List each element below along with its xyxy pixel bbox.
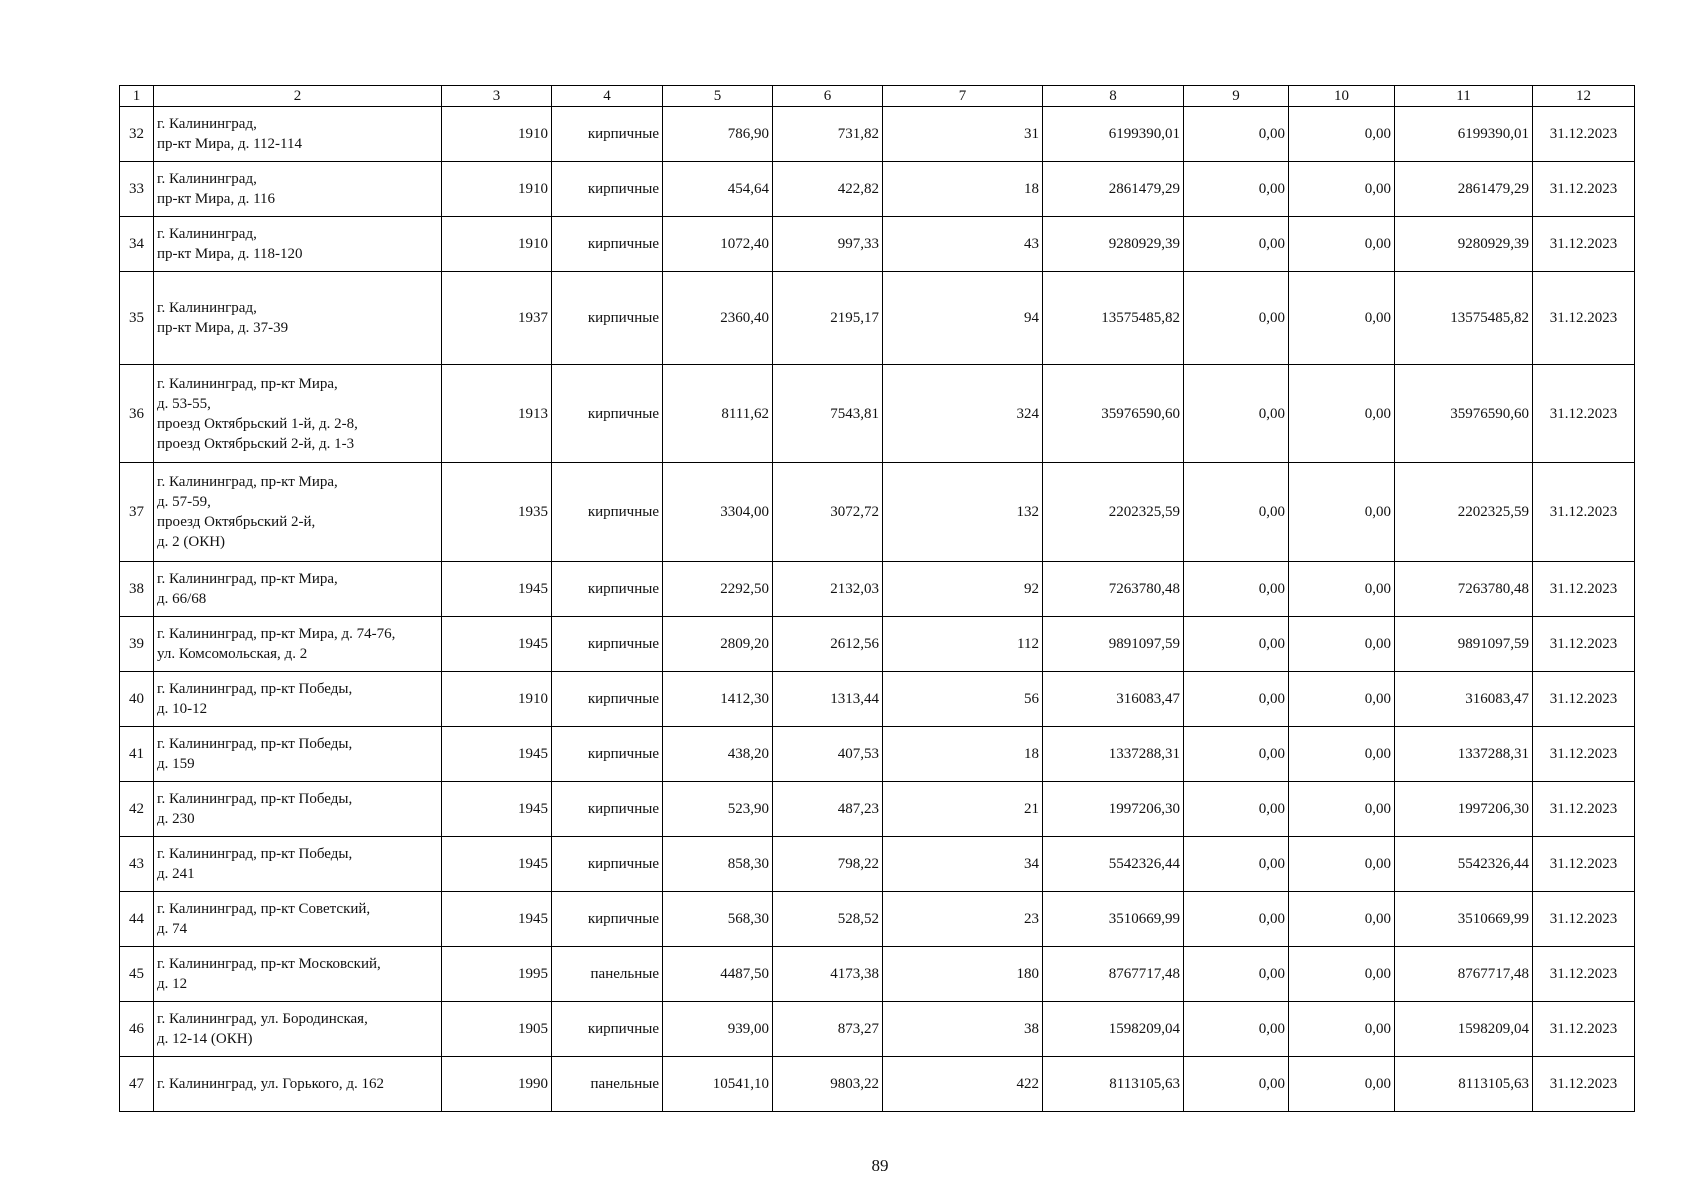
column-9-cell: 0,00: [1184, 947, 1289, 1002]
table-row: [120, 217, 1635, 272]
living-area-cell: 873,27: [773, 1002, 883, 1057]
address-cell: г. Калининград, пр-кт Победы, д. 159: [154, 727, 442, 782]
column-11-cell: 35976590,60: [1395, 365, 1533, 463]
column-10-cell: 0,00: [1289, 463, 1395, 562]
total-area-cell: 3304,00: [663, 463, 773, 562]
row-number-cell: 33: [120, 162, 154, 217]
living-area-cell: 2195,17: [773, 272, 883, 365]
column-11-cell: 1598209,04: [1395, 1002, 1533, 1057]
completion-date-cell: 31.12.2023: [1533, 672, 1635, 727]
total-area-cell: 2360,40: [663, 272, 773, 365]
residents-cell: 18: [883, 727, 1043, 782]
total-cost-cell: 8767717,48: [1043, 947, 1184, 1002]
column-11-cell: 3510669,99: [1395, 892, 1533, 947]
column-10-cell: 0,00: [1289, 1002, 1395, 1057]
row-number-cell: 32: [120, 107, 154, 162]
residents-cell: 18: [883, 162, 1043, 217]
completion-date-cell: 31.12.2023: [1533, 617, 1635, 672]
total-cost-cell: 8113105,63: [1043, 1057, 1184, 1112]
wall-material-cell: кирпичные: [552, 562, 663, 617]
column-11-cell: 8113105,63: [1395, 1057, 1533, 1112]
row-number-cell: 37: [120, 463, 154, 562]
column-10-cell: 0,00: [1289, 217, 1395, 272]
table-row: [120, 1057, 1635, 1112]
column-11-cell: 6199390,01: [1395, 107, 1533, 162]
year-built-cell: 1910: [442, 162, 552, 217]
year-built-cell: 1945: [442, 727, 552, 782]
total-area-cell: 2809,20: [663, 617, 773, 672]
table-row: [120, 365, 1635, 463]
column-header: 12: [1533, 86, 1635, 107]
column-10-cell: 0,00: [1289, 562, 1395, 617]
total-cost-cell: 7263780,48: [1043, 562, 1184, 617]
column-9-cell: 0,00: [1184, 837, 1289, 892]
total-cost-cell: 9280929,39: [1043, 217, 1184, 272]
living-area-cell: 2132,03: [773, 562, 883, 617]
row-number-cell: 36: [120, 365, 154, 463]
column-9-cell: 0,00: [1184, 1057, 1289, 1112]
table-row: [120, 1002, 1635, 1057]
table-row: [120, 837, 1635, 892]
table-row: [120, 672, 1635, 727]
address-cell: г. Калининград, пр-кт Мира, д. 112-114: [154, 107, 442, 162]
residents-cell: 31: [883, 107, 1043, 162]
completion-date-cell: 31.12.2023: [1533, 727, 1635, 782]
row-number-cell: 34: [120, 217, 154, 272]
column-10-cell: 0,00: [1289, 107, 1395, 162]
living-area-cell: 1313,44: [773, 672, 883, 727]
column-header: 10: [1289, 86, 1395, 107]
column-11-cell: 2861479,29: [1395, 162, 1533, 217]
address-cell: г. Калининград, пр-кт Мира, д. 118-120: [154, 217, 442, 272]
year-built-cell: 1945: [442, 617, 552, 672]
living-area-cell: 4173,38: [773, 947, 883, 1002]
total-cost-cell: 1337288,31: [1043, 727, 1184, 782]
row-number-cell: 46: [120, 1002, 154, 1057]
row-number-cell: 38: [120, 562, 154, 617]
column-header: 4: [552, 86, 663, 107]
total-area-cell: 438,20: [663, 727, 773, 782]
table-row: [120, 782, 1635, 837]
completion-date-cell: 31.12.2023: [1533, 272, 1635, 365]
row-number-cell: 35: [120, 272, 154, 365]
residents-cell: 132: [883, 463, 1043, 562]
residents-cell: 324: [883, 365, 1043, 463]
table-row: [120, 107, 1635, 162]
row-number-cell: 43: [120, 837, 154, 892]
column-9-cell: 0,00: [1184, 107, 1289, 162]
residents-cell: 94: [883, 272, 1043, 365]
completion-date-cell: 31.12.2023: [1533, 837, 1635, 892]
column-11-cell: 7263780,48: [1395, 562, 1533, 617]
address-cell: г. Калининград, пр-кт Мира, д. 37-39: [154, 272, 442, 365]
completion-date-cell: 31.12.2023: [1533, 1057, 1635, 1112]
total-area-cell: 1072,40: [663, 217, 773, 272]
residents-cell: 92: [883, 562, 1043, 617]
page-number: 89: [871, 1156, 889, 1175]
address-cell: г. Калининград, пр-кт Победы, д. 10-12: [154, 672, 442, 727]
address-cell: г. Калининград, пр-кт Мира, д. 53-55, проезд Октябрьский 1-й, д. 2-8, проезд Октябрьский 2-й, д. 1-3: [154, 365, 442, 463]
row-number-cell: 39: [120, 617, 154, 672]
row-number-cell: 47: [120, 1057, 154, 1112]
year-built-cell: 1910: [442, 217, 552, 272]
address-cell: г. Калининград, пр-кт Московский, д. 12: [154, 947, 442, 1002]
living-area-cell: 422,82: [773, 162, 883, 217]
column-10-cell: 0,00: [1289, 1057, 1395, 1112]
column-11-cell: 9891097,59: [1395, 617, 1533, 672]
year-built-cell: 1945: [442, 782, 552, 837]
column-11-cell: 8767717,48: [1395, 947, 1533, 1002]
column-9-cell: 0,00: [1184, 672, 1289, 727]
living-area-cell: 487,23: [773, 782, 883, 837]
total-cost-cell: 35976590,60: [1043, 365, 1184, 463]
address-cell: г. Калининград, пр-кт Мира, д. 57-59, проезд Октябрьский 2-й, д. 2 (ОКН): [154, 463, 442, 562]
completion-date-cell: 31.12.2023: [1533, 1002, 1635, 1057]
column-11-cell: 5542326,44: [1395, 837, 1533, 892]
wall-material-cell: кирпичные: [552, 107, 663, 162]
wall-material-cell: панельные: [552, 947, 663, 1002]
wall-material-cell: кирпичные: [552, 837, 663, 892]
column-9-cell: 0,00: [1184, 217, 1289, 272]
column-header: 2: [154, 86, 442, 107]
year-built-cell: 1913: [442, 365, 552, 463]
total-cost-cell: 1997206,30: [1043, 782, 1184, 837]
total-cost-cell: 2861479,29: [1043, 162, 1184, 217]
wall-material-cell: кирпичные: [552, 162, 663, 217]
row-number-cell: 44: [120, 892, 154, 947]
row-number-cell: 41: [120, 727, 154, 782]
residents-cell: 34: [883, 837, 1043, 892]
living-area-cell: 3072,72: [773, 463, 883, 562]
year-built-cell: 1995: [442, 947, 552, 1002]
total-area-cell: 939,00: [663, 1002, 773, 1057]
living-area-cell: 7543,81: [773, 365, 883, 463]
wall-material-cell: кирпичные: [552, 272, 663, 365]
column-11-cell: 316083,47: [1395, 672, 1533, 727]
column-10-cell: 0,00: [1289, 727, 1395, 782]
total-cost-cell: 3510669,99: [1043, 892, 1184, 947]
column-9-cell: 0,00: [1184, 1002, 1289, 1057]
living-area-cell: 2612,56: [773, 617, 883, 672]
total-cost-cell: 6199390,01: [1043, 107, 1184, 162]
column-header: 7: [883, 86, 1043, 107]
column-9-cell: 0,00: [1184, 727, 1289, 782]
total-area-cell: 8111,62: [663, 365, 773, 463]
column-header: 11: [1395, 86, 1533, 107]
completion-date-cell: 31.12.2023: [1533, 365, 1635, 463]
residents-cell: 112: [883, 617, 1043, 672]
total-cost-cell: 316083,47: [1043, 672, 1184, 727]
row-number-cell: 40: [120, 672, 154, 727]
wall-material-cell: кирпичные: [552, 617, 663, 672]
residents-cell: 21: [883, 782, 1043, 837]
address-cell: г. Калининград, пр-кт Мира, д. 74-76, ул. Комсомольская, д. 2: [154, 617, 442, 672]
wall-material-cell: кирпичные: [552, 782, 663, 837]
column-10-cell: 0,00: [1289, 892, 1395, 947]
year-built-cell: 1905: [442, 1002, 552, 1057]
column-9-cell: 0,00: [1184, 892, 1289, 947]
address-cell: г. Калининград, пр-кт Мира, д. 116: [154, 162, 442, 217]
wall-material-cell: кирпичные: [552, 365, 663, 463]
column-10-cell: 0,00: [1289, 162, 1395, 217]
total-cost-cell: 2202325,59: [1043, 463, 1184, 562]
total-area-cell: 523,90: [663, 782, 773, 837]
column-header: 6: [773, 86, 883, 107]
residents-cell: 422: [883, 1057, 1043, 1112]
total-area-cell: 1412,30: [663, 672, 773, 727]
table-row: [120, 727, 1635, 782]
column-header: 8: [1043, 86, 1184, 107]
wall-material-cell: кирпичные: [552, 1002, 663, 1057]
completion-date-cell: 31.12.2023: [1533, 107, 1635, 162]
column-9-cell: 0,00: [1184, 617, 1289, 672]
total-area-cell: 4487,50: [663, 947, 773, 1002]
residents-cell: 43: [883, 217, 1043, 272]
column-10-cell: 0,00: [1289, 947, 1395, 1002]
living-area-cell: 997,33: [773, 217, 883, 272]
column-9-cell: 0,00: [1184, 162, 1289, 217]
housing-register-table: [119, 85, 1635, 1112]
table-row: [120, 892, 1635, 947]
completion-date-cell: 31.12.2023: [1533, 562, 1635, 617]
year-built-cell: 1945: [442, 892, 552, 947]
column-11-cell: 1997206,30: [1395, 782, 1533, 837]
address-cell: г. Калининград, пр-кт Мира, д. 66/68: [154, 562, 442, 617]
address-cell: г. Калининград, пр-кт Победы, д. 230: [154, 782, 442, 837]
completion-date-cell: 31.12.2023: [1533, 162, 1635, 217]
column-header: 9: [1184, 86, 1289, 107]
address-cell: г. Калининград, ул. Горького, д. 162: [154, 1057, 442, 1112]
address-cell: г. Калининград, пр-кт Победы, д. 241: [154, 837, 442, 892]
address-cell: г. Калининград, пр-кт Советский, д. 74: [154, 892, 442, 947]
column-header: 3: [442, 86, 552, 107]
address-cell: г. Калининград, ул. Бородинская, д. 12-14 (ОКН): [154, 1002, 442, 1057]
row-number-cell: 45: [120, 947, 154, 1002]
residents-cell: 23: [883, 892, 1043, 947]
column-11-cell: 1337288,31: [1395, 727, 1533, 782]
completion-date-cell: 31.12.2023: [1533, 217, 1635, 272]
living-area-cell: 407,53: [773, 727, 883, 782]
column-9-cell: 0,00: [1184, 365, 1289, 463]
total-cost-cell: 5542326,44: [1043, 837, 1184, 892]
table-row: [120, 162, 1635, 217]
column-10-cell: 0,00: [1289, 272, 1395, 365]
completion-date-cell: 31.12.2023: [1533, 463, 1635, 562]
total-cost-cell: 1598209,04: [1043, 1002, 1184, 1057]
column-11-cell: 13575485,82: [1395, 272, 1533, 365]
total-area-cell: 454,64: [663, 162, 773, 217]
wall-material-cell: кирпичные: [552, 463, 663, 562]
table-row: [120, 617, 1635, 672]
table-row: [120, 463, 1635, 562]
year-built-cell: 1935: [442, 463, 552, 562]
column-10-cell: 0,00: [1289, 617, 1395, 672]
table-row: [120, 947, 1635, 1002]
residents-cell: 180: [883, 947, 1043, 1002]
year-built-cell: 1910: [442, 107, 552, 162]
column-9-cell: 0,00: [1184, 562, 1289, 617]
residents-cell: 38: [883, 1002, 1043, 1057]
column-9-cell: 0,00: [1184, 782, 1289, 837]
living-area-cell: 731,82: [773, 107, 883, 162]
column-9-cell: 0,00: [1184, 272, 1289, 365]
total-area-cell: 858,30: [663, 837, 773, 892]
year-built-cell: 1937: [442, 272, 552, 365]
total-area-cell: 10541,10: [663, 1057, 773, 1112]
row-number-cell: 42: [120, 782, 154, 837]
column-number-header-row: [120, 86, 1635, 107]
total-area-cell: 2292,50: [663, 562, 773, 617]
wall-material-cell: кирпичные: [552, 892, 663, 947]
column-header: 5: [663, 86, 773, 107]
total-area-cell: 568,30: [663, 892, 773, 947]
year-built-cell: 1945: [442, 562, 552, 617]
total-area-cell: 786,90: [663, 107, 773, 162]
year-built-cell: 1910: [442, 672, 552, 727]
column-header: 1: [120, 86, 154, 107]
total-cost-cell: 9891097,59: [1043, 617, 1184, 672]
living-area-cell: 528,52: [773, 892, 883, 947]
column-10-cell: 0,00: [1289, 782, 1395, 837]
completion-date-cell: 31.12.2023: [1533, 782, 1635, 837]
completion-date-cell: 31.12.2023: [1533, 947, 1635, 1002]
wall-material-cell: панельные: [552, 1057, 663, 1112]
completion-date-cell: 31.12.2023: [1533, 892, 1635, 947]
wall-material-cell: кирпичные: [552, 727, 663, 782]
table-row: [120, 272, 1635, 365]
total-cost-cell: 13575485,82: [1043, 272, 1184, 365]
year-built-cell: 1945: [442, 837, 552, 892]
column-10-cell: 0,00: [1289, 365, 1395, 463]
wall-material-cell: кирпичные: [552, 217, 663, 272]
column-10-cell: 0,00: [1289, 672, 1395, 727]
wall-material-cell: кирпичные: [552, 672, 663, 727]
column-11-cell: 9280929,39: [1395, 217, 1533, 272]
year-built-cell: 1990: [442, 1057, 552, 1112]
living-area-cell: 9803,22: [773, 1057, 883, 1112]
residents-cell: 56: [883, 672, 1043, 727]
column-10-cell: 0,00: [1289, 837, 1395, 892]
living-area-cell: 798,22: [773, 837, 883, 892]
column-11-cell: 2202325,59: [1395, 463, 1533, 562]
table-row: [120, 562, 1635, 617]
column-9-cell: 0,00: [1184, 463, 1289, 562]
